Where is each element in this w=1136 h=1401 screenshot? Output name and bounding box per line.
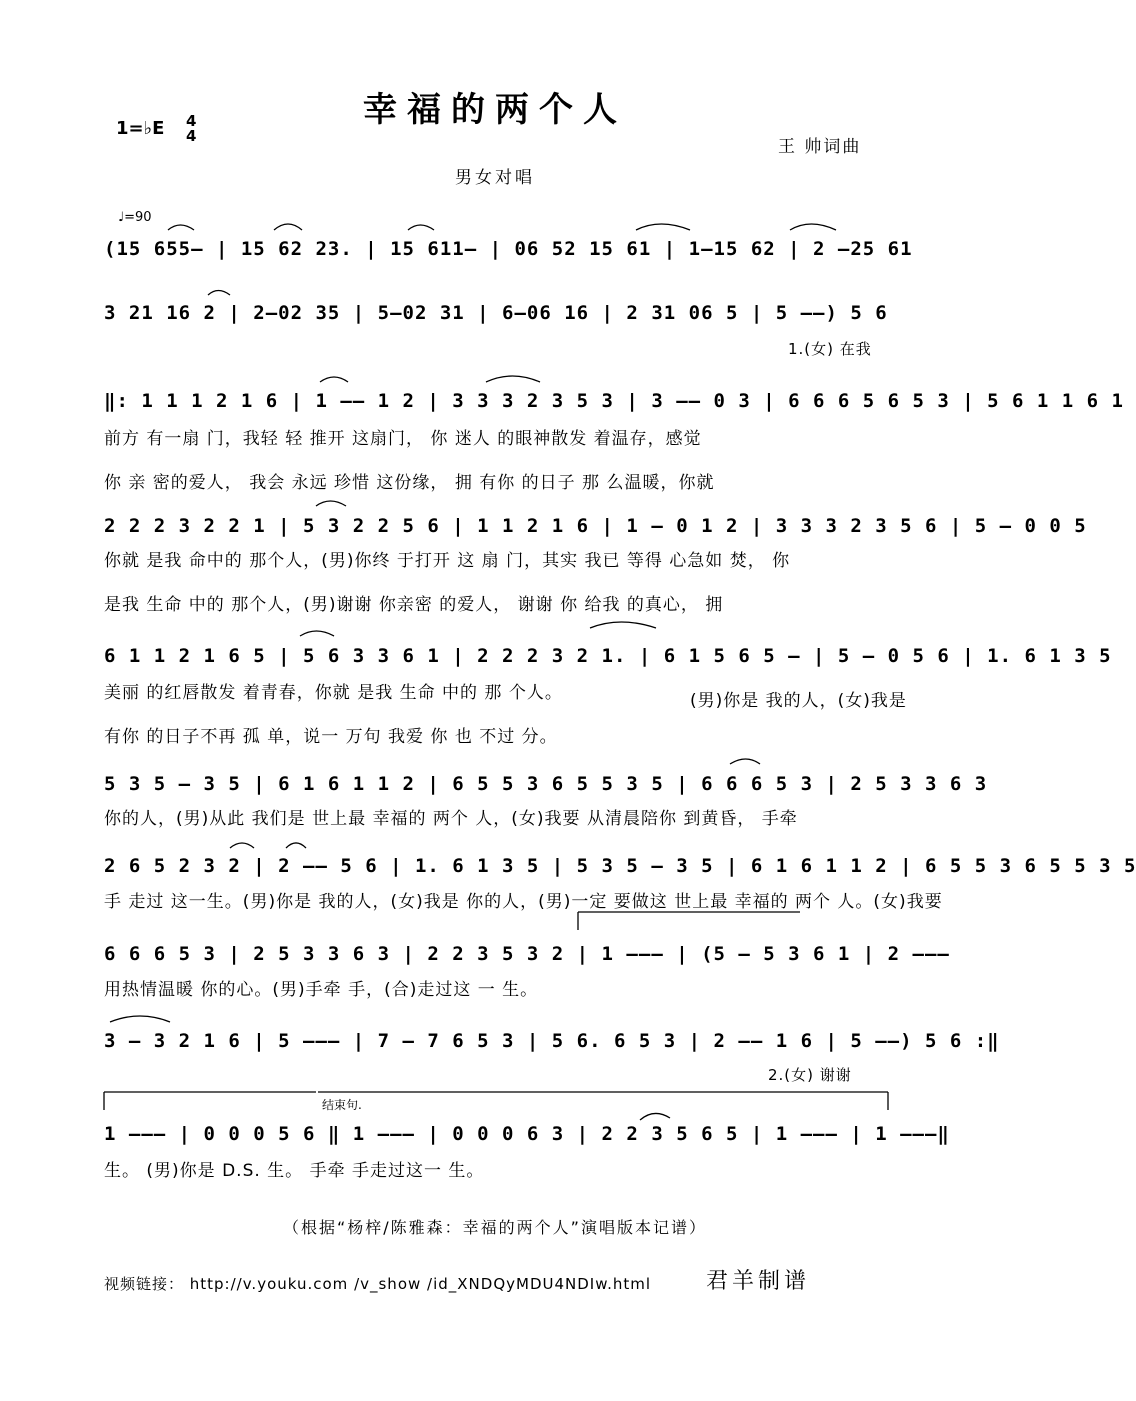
notation-row-7: 2 6 5 2 3 2 | 2 –– 5 6 | 1. 6 1 3 5 | 5 3 5 – 3 5 | 6 1 6 1 1 2 | 6 5 5 3 6 5 5 3 5 bbox=[104, 855, 1136, 877]
author-credit: 王 帅词曲 bbox=[778, 137, 862, 157]
song-title: 幸福的两个人 bbox=[363, 90, 627, 130]
slur bbox=[590, 622, 656, 628]
slur bbox=[300, 631, 334, 636]
notation-row-5: 6 1 1 2 1 6 5 | 5 6 3 3 6 1 | 2 2 2 3 2 1. | 6 1 5 6 5 – | 5 – 0 5 6 | 1. 6 1 3 5 bbox=[104, 645, 1112, 667]
slur bbox=[168, 225, 194, 230]
lyric-row-4-b: 是我 生命 中的 那个人，(男)谢谢 你亲密 的爱人， 谢谢 你 给我 的真心， 拥 bbox=[104, 595, 724, 615]
slur bbox=[730, 759, 760, 764]
lyric-row-2-a: 1.(女) 在我 bbox=[788, 340, 872, 358]
slur bbox=[316, 501, 346, 506]
source-note: （根据“杨梓/陈雅森：幸福的两个人”演唱版本记谱） bbox=[283, 1218, 707, 1237]
lyric-row-3-a: 前方 有一扇 门，我轻 轻 推开 这扇门， 你 迷人 的眼神散发 着温存，感觉 bbox=[104, 429, 702, 449]
slur bbox=[274, 224, 302, 230]
notation-row-3: ‖: 1 1 1 2 1 6 | 1 –– 1 2 | 3 3 3 2 3 5 3 | 3 –– 0 3 | 6 6 6 5 6 5 3 | 5 6 1 1 6 1 bbox=[104, 390, 1124, 412]
notation-row-1: (15 655– | 15 62 23. | 15 611– | 06 52 15 61 | 1–15 62 | 2 –25 61 bbox=[104, 238, 913, 260]
lyric-row-3-b: 你 亲 密的爱人， 我会 永远 珍惜 这份缘， 拥 有你 的日子 那 么温暖，你就 bbox=[104, 473, 715, 493]
notation-row-2: 3 21 16 2 | 2–02 35 | 5–02 31 | 6–06 16 | 2 31 06 5 | 5 ––) 5 6 bbox=[104, 302, 888, 324]
lyric-row-5-right: (男)你是 我的人，(女)我是 bbox=[690, 691, 907, 711]
notation-row-9: 3 – 3 2 1 6 | 5 ––– | 7 – 7 6 5 3 | 5 6. 6 5 3 | 2 –– 1 6 | 5 ––) 5 6 :‖ bbox=[104, 1030, 1000, 1052]
lyric-row-5-a: 美丽 的红唇散发 着青春，你就 是我 生命 中的 那 个人。 bbox=[104, 683, 563, 703]
lyric-row-9-a: 2.(女) 谢谢 bbox=[768, 1066, 852, 1084]
key-signature: 1=♭E bbox=[116, 118, 165, 139]
time-signature-top: 4 bbox=[186, 112, 197, 130]
lyric-row-10-a: 生。 (男)你是 D.S. 生。 手牵 手走过这一 生。 bbox=[104, 1161, 485, 1181]
slur bbox=[230, 843, 254, 848]
lyric-row-4-a: 你就 是我 命中的 那个人，(男)你终 于打开 这 扇 门，其实 我已 等得 心急如 焚， 你 bbox=[104, 551, 791, 571]
lyric-row-6-a: 你的人，(男)从此 我们是 世上最 幸福的 两个 人，(女)我要 从清晨陪你 到黄昏， 手牵 bbox=[104, 809, 798, 829]
slur bbox=[790, 224, 836, 230]
slur bbox=[486, 376, 540, 382]
lyric-row-7-a: 手 走过 这一生。(男)你是 我的人，(女)我是 你的人，(男)一定 要做这 世上最 幸福的 两个 人。(女)我要 bbox=[104, 892, 943, 912]
slur bbox=[286, 843, 306, 848]
lyric-row-8-a: 用热情温暖 你的心。(男)手牵 手，(合)走过这 一 生。 bbox=[104, 980, 539, 1000]
notation-row-8: 6 6 6 5 3 | 2 5 3 3 6 3 | 2 2 3 5 3 2 | 1 ––– | (5 – 5 3 6 1 | 2 ––– bbox=[104, 943, 950, 965]
slur bbox=[636, 224, 690, 230]
lyric-row-5-b: 有你 的日子不再 孤 单，说一 万句 我爱 你 也 不过 分。 bbox=[104, 727, 558, 747]
notation-row-6: 5 3 5 – 3 5 | 6 1 6 1 1 2 | 6 5 5 3 6 5 5 3 5 | 6 6 6 5 3 | 2 5 3 3 6 3 bbox=[104, 773, 988, 795]
slur bbox=[640, 1113, 670, 1120]
tempo-marking: ♩=90 bbox=[118, 210, 152, 225]
notation-row-4: 2 2 2 3 2 2 1 | 5 3 2 2 5 6 | 1 1 2 1 6 | 1 – 0 1 2 | 3 3 3 2 3 5 6 | 5 – 0 0 5 bbox=[104, 515, 1087, 537]
time-signature-bottom: 4 bbox=[186, 127, 197, 145]
slur bbox=[408, 225, 434, 230]
slur bbox=[320, 377, 348, 382]
transcriber-seal: 君羊制谱 bbox=[706, 1269, 811, 1294]
subtitle: 男女对唱 bbox=[455, 168, 535, 188]
ending-label: 结束句. bbox=[322, 1098, 362, 1112]
slur bbox=[208, 291, 230, 296]
video-link[interactable]: 视频链接： http://v.youku.com /v_show /id_XNDQyMDU4NDIw.html bbox=[104, 1275, 652, 1293]
notation-row-10: 1 ––– | 0 0 0 5 6 ‖ 1 ––– | 0 0 0 6 3 | 2 2 3 5 6 5 | 1 ––– | 1 –––‖ bbox=[104, 1123, 950, 1145]
slur bbox=[110, 1016, 170, 1022]
